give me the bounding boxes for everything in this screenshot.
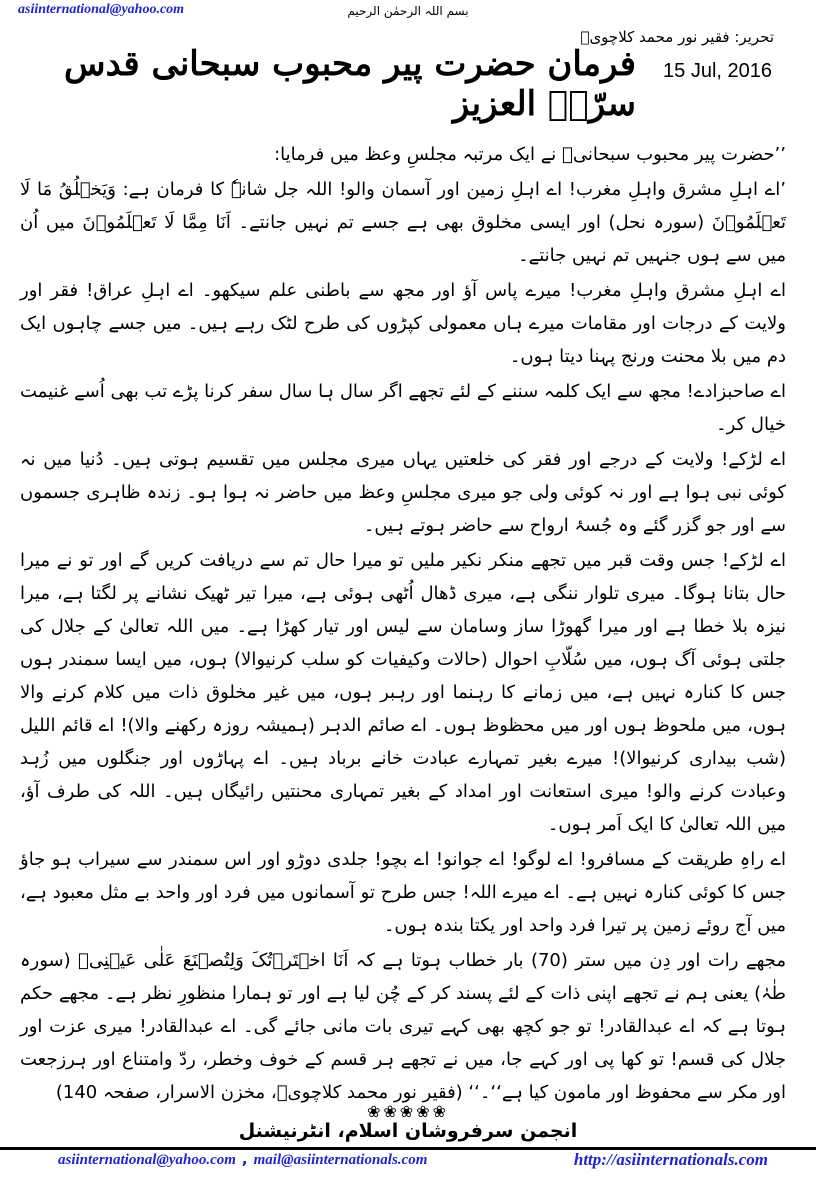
footer-email-yahoo[interactable]: asiinternational@yahoo.com: [58, 1152, 236, 1168]
header-email[interactable]: asiinternational@yahoo.com: [18, 2, 185, 17]
flower-ornament-divider: ❀❀❀❀❀: [366, 1102, 450, 1121]
paragraph: اے راہِ طریقت کے مسافرو! اے لوگو! اے جوانو! اے بچو! جلدی دوڑو اور اس سمندر سے سیراب ہو جاؤ جس کا کوئی کنارہ نہیں ہے۔ اے میرے اللہ! جس طرح تو آسمانوں میں فرد اور واحد بے مثل معبود ہے، میں آج روئے زمین پر تیرا فرد واحد اور یکتا بندہ ہوں۔: [20, 849, 786, 936]
bismillah-text: بسم اللہ الرحمٰن الرحیم: [347, 4, 469, 18]
footer-website-link[interactable]: http://asiinternationals.com: [573, 1150, 768, 1169]
footer-email-mail[interactable]: mail@asiinternationals.com: [253, 1152, 428, 1168]
footer-emails: [58, 1150, 427, 1169]
paragraph: اے لڑکے! ولایت کے درجے اور فقر کی خلعتیں یہاں میری مجلس میں تقسیم ہوتی ہیں۔ دُنیا میں نہ کوئی نبی ہوا ہے اور نہ کوئی ولی جو میری مجلسِ وعظ میں حاضر نہ ہوا ہو۔ زندہ ظاہری جسموں سے اور جو گزر گئے وہ جُسۂ ارواح سے حاضر ہوتے ہیں۔: [20, 449, 786, 536]
paragraph: ’اے اہلِ مشرق واہلِ مغرب! اے اہلِ زمین اور آسمان والو! اللہ جل شانہٗ کا فرمان ہے: وَیَخۡلُقُ مَا لَا تَعۡلَمُوۡنَ (سورہ نحل) اور ایسی مخلوق بھی ہے جسے تم نہیں جانتے۔ اَنَا مِمَّا لَا تَعۡلَمُوۡنَ میں اُن میں سے ہوں جنہیں تم نہیں جانتے۔: [20, 179, 786, 266]
page-title: فرمان حضرت پیر محبوب سبحانی قدس سرّہٗ العزیز: [64, 44, 636, 124]
paragraph: مجھے رات اور دِن میں ستر (70) بار خطاب ہوتا ہے کہ اَنَا اخۡتَرۡتُکَ وَلِتُصۡنَعَ عَلٰی عَیۡنِیۡ (سورہ طٰہٰ) یعنی ہم نے تجھے اپنی ذات کے لئے پسند کر کے چُن لیا ہے اور تو ہمارا منظورِ نظر ہے۔ مجھے حکم ہوتا ہے کہ اے عبدالقادر! تو جو کچھ بھی کہے تیری بات مانی جائے گی۔ اے عبدالقادر! میری عزت اور جلال کی قسم! تو کھا پی اور کہے جا، میں نے تجھے ہر قسم کے خوف وخطر، ردّ وامتناع اور ہرزجعت اور مکر سے محفوظ اور مامون کیا ہے‘‘۔‘‘ (فقیر نور محمد کلاچویؒ، مخزن الاسرار، صفحہ 140): [20, 950, 787, 1103]
article-body: [20, 138, 786, 1111]
email-separator: ,: [241, 1150, 248, 1168]
date-text: 15 Jul, 2016: [663, 60, 772, 82]
paragraph: اے صاحبزادے! مجھ سے ایک کلمہ سننے کے لئے تجھے اگر سال ہا سال سفر کرنا پڑے تب بھی اُسے غنیمت خیال کر۔: [20, 381, 786, 435]
paragraph: اے لڑکے! جس وقت قبر میں تجھے منکر نکیر ملیں تو میرا حال تم سے دریافت کریں گے اور تو نے میرا حال بتانا ہوگا۔ میری تلوار ننگی ہے، میری ڈھال اُٹھی ہوئی ہے، میرا تیر ٹھیک نشانے پر لگتا ہے، میرا نیزہ بلا خطا ہے اور میرا گھوڑا ساز وسامان سے لیس اور تیار کھڑا ہے۔ میں اللہ تعالیٰ کے جلال کی جلتی ہوئی آگ ہوں، میں سُلّابِ احوال (حالات وکیفیات کو سلب کرنیوالا) ہوں، میں ایسا سمندر ہوں جس کا کنارہ نہیں ہے، میں زمانے کا رہنما اور رہبر ہوں، میں غیر مخلوق ذات میں کلام کرنے والا ہوں، میں ملحوظ ہوں اور میں محظوظ ہوں۔ اے صائم الدہر (ہمیشہ روزہ رکھنے والا)! اے قائم اللیل (شب بیداری کرنیوالا)! میرے بغیر تمہارے عبادت خانے برباد ہیں۔ اے پہاڑوں اور جنگلوں میں زُہد وعبادت کرنے والو! میری استعانت اور امداد کے بغیر تمہاری محنتیں رائیگاں ہیں۔ اللہ کی طرف آؤ، میں اللہ تعالیٰ کا ایک اَمر ہوں۔: [20, 550, 786, 835]
paragraph: اے اہلِ مشرق واہلِ مغرب! میرے پاس آؤ اور مجھ سے باطنی علم سیکھو۔ اے اہلِ عراق! فقر اور ولایت کے درجات اور مقامات میرے ہاں معمولی کپڑوں کی طرح لٹک رہے ہیں۔ میں جسے چاہوں ایک دم میں بلا محنت ورنج پہنا دیتا ہوں۔: [20, 280, 786, 367]
paragraph-intro: ’’حضرت پیر محبوب سبحانیؒ نے ایک مرتبہ مجلسِ وعظ میں فرمایا:: [274, 144, 786, 165]
author-line: تحریر: فقیر نور محمد کلاچویؒ: [580, 28, 774, 46]
organization-name: انجمن سرفروشان اسلام، انٹرنیشنل: [238, 1120, 578, 1142]
